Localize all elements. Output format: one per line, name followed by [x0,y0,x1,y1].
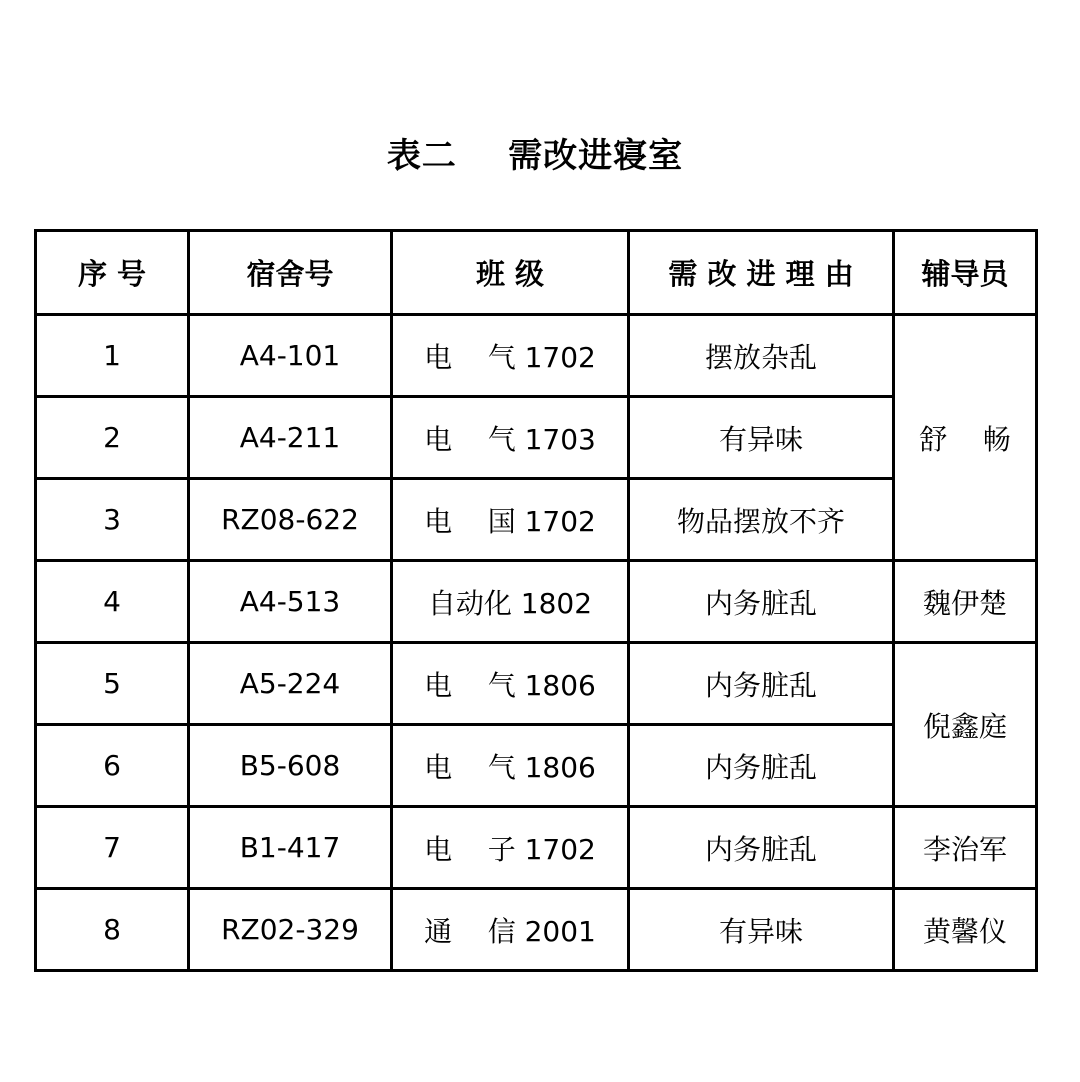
cell-index: 1 [36,315,189,397]
cell-counselor: 黄馨仪 [894,889,1037,971]
cell-index: 8 [36,889,189,971]
header-row [36,231,1037,315]
cell-class: 电 气 1702 [392,315,629,397]
cell-class: 电 国 1702 [392,479,629,561]
table-row [36,889,1037,971]
table-row [36,397,1037,479]
cell-dorm: B5-608 [189,725,392,807]
cell-counselor: 舒 畅 [894,315,1037,561]
cell-class: 电 子 1702 [392,807,629,889]
cell-index: 2 [36,397,189,479]
cell-dorm: RZ02-329 [189,889,392,971]
cell-reason: 内务脏乱 [629,807,894,889]
cell-dorm: B1-417 [189,807,392,889]
cell-dorm: A5-224 [189,643,392,725]
cell-class: 自动化 1802 [392,561,629,643]
cell-class: 通 信 2001 [392,889,629,971]
cell-counselor: 魏伊楚 [894,561,1037,643]
cell-class: 电 气 1703 [392,397,629,479]
header-counselor: 辅导员 [894,231,1037,315]
cell-index: 5 [36,643,189,725]
header-reason: 需 改 进 理 由 [629,231,894,315]
table-row [36,479,1037,561]
cell-index: 7 [36,807,189,889]
header-dorm: 宿舍号 [189,231,392,315]
table-title: 表二 需改进寝室 [386,136,684,176]
table-row [36,725,1037,807]
header-class: 班 级 [392,231,629,315]
cell-reason: 内务脏乱 [629,725,894,807]
table-row [36,643,1037,725]
cell-reason: 有异味 [629,889,894,971]
table-row [36,807,1037,889]
cell-class: 电 气 1806 [392,725,629,807]
cell-counselor: 倪鑫庭 [894,643,1037,807]
cell-dorm: A4-513 [189,561,392,643]
header-index: 序 号 [36,231,189,315]
cell-dorm: A4-101 [189,315,392,397]
cell-reason: 摆放杂乱 [629,315,894,397]
table-row [36,561,1037,643]
dormitory-table [34,229,1038,972]
cell-dorm: A4-211 [189,397,392,479]
cell-index: 3 [36,479,189,561]
cell-reason: 物品摆放不齐 [629,479,894,561]
cell-counselor: 李治军 [894,807,1037,889]
cell-class: 电 气 1806 [392,643,629,725]
cell-index: 4 [36,561,189,643]
table-row [36,315,1037,397]
cell-reason: 内务脏乱 [629,561,894,643]
cell-reason: 有异味 [629,397,894,479]
cell-dorm: RZ08-622 [189,479,392,561]
cell-index: 6 [36,725,189,807]
cell-reason: 内务脏乱 [629,643,894,725]
